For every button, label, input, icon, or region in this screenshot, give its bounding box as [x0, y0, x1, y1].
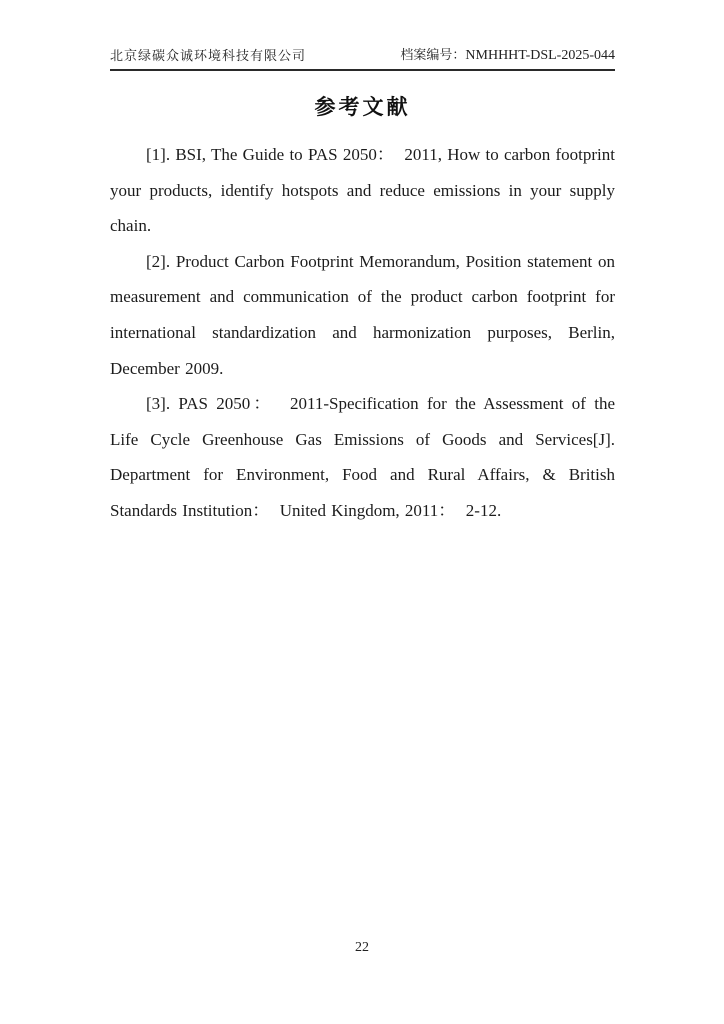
reference-entry-3: [3]. PAS 2050： 2011-Specification for the Assessment of the Life Cycle Greenhouse Gas Emissions of Goods and Services[J]. Department for Environment, Food and Rural Affairs, & British Standards Institution： United Kingdom, 2011： 2-12.	[110, 394, 615, 520]
page-body	[110, 92, 615, 529]
page-number: 22	[355, 940, 369, 955]
doc-number-value: NMHHHT-DSL-2025-044	[465, 48, 615, 63]
doc-number-label: 档案编号：	[400, 47, 466, 62]
page-header	[110, 44, 615, 71]
header-doc-number	[400, 44, 615, 64]
reference-entry-1: [1]. BSI, The Guide to PAS 2050： 2011, How to carbon footprint your products, identify hotspots and reduce emissions in your supply chain.	[110, 145, 615, 236]
reference-entry-2: [2]. Product Carbon Footprint Memorandum, Position statement on measurement and communication of the product carbon footprint for international standardization and harmonization purposes, Berlin, December 2009.	[110, 251, 615, 378]
section-title: 参考文献	[314, 95, 411, 119]
page-footer	[0, 939, 724, 957]
header-company-name: 北京绿碳众诚环境科技有限公司	[110, 48, 307, 63]
